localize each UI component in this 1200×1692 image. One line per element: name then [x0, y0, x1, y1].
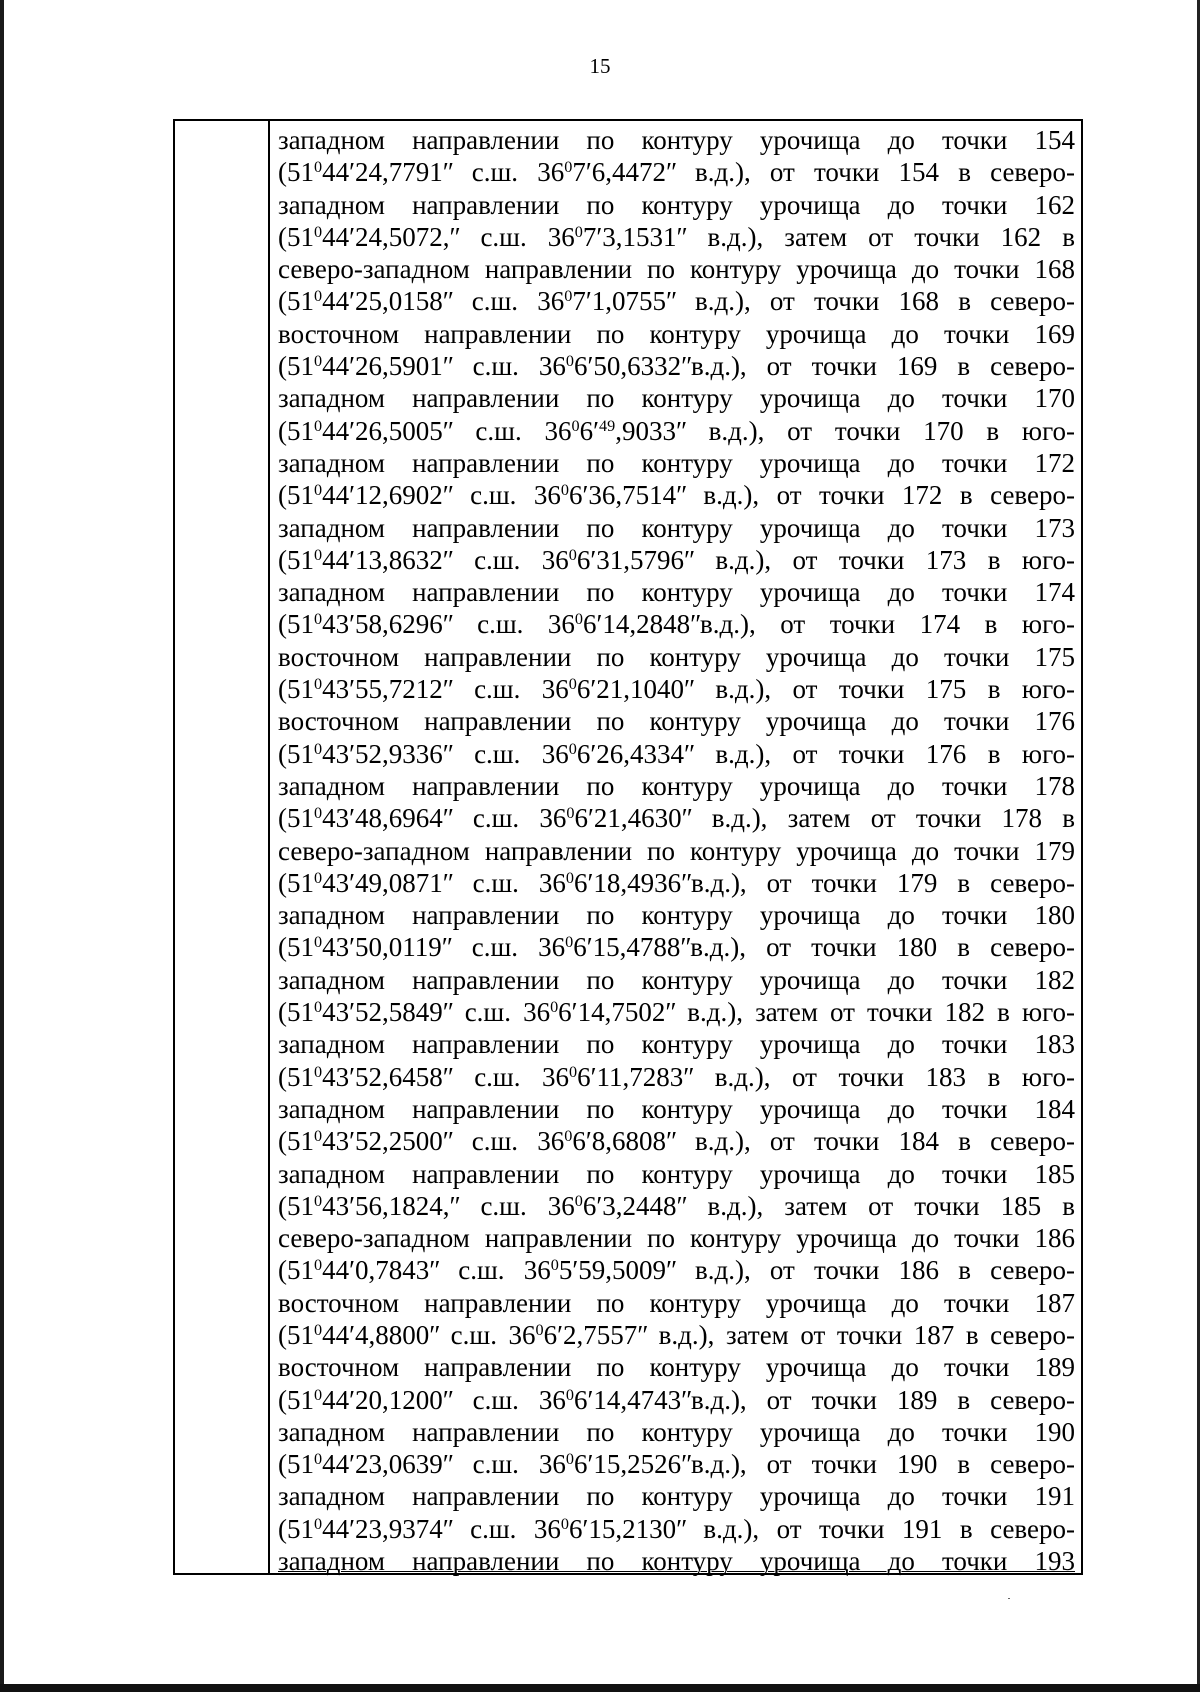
text-line: западном направлении по контуру урочища до точки 180	[278, 900, 1075, 931]
text-line: ($51^044ʹ13,8632ʺ$ с.ш. $36^06ʹ31,5796ʺ$ в.д.), от точки 173 в юго-	[278, 544, 1075, 575]
text-line: ($51^044ʹ26,5005ʺ$ с.ш. $36^06ʹ^{49},9033ʺ$ в.д.), от точки 170 в юго-	[278, 415, 1075, 446]
text-line: западном направлении по контуру урочища до точки 173	[278, 512, 1075, 543]
text-line: восточном направлении по контуру урочища до точки 187	[278, 1287, 1075, 1318]
text-line: западном направлении по контуру урочища до точки 170	[278, 383, 1075, 414]
text-line: западном направлении по контуру урочища до точки 191	[278, 1481, 1075, 1512]
text-line: ($51^044ʹ0,7843ʺ$ с.ш. $36^05ʹ59,5009ʺ$ в.д.), от точки 186 в северо-	[278, 1255, 1075, 1286]
text-line: северо-западном направлении по контуру урочища до точки 186	[278, 1223, 1075, 1254]
page-edge-bottom	[0, 1684, 1200, 1692]
text-line: ($51^043ʹ52,9336ʺ$ с.ш. $36^06ʹ26,4334ʺ$ в.д.), от точки 176 в юго-	[278, 738, 1075, 769]
text-line: ($51^043ʹ58,6296ʺ$ с.ш. $36^06ʹ14,2848ʺв.д$.), от точки 174 в юго-	[278, 609, 1075, 640]
text-line: ($51^044ʹ23,9374ʺ$ с.ш. $36^06ʹ15,2130ʺ$ в.д.), от точки 191 в северо-	[278, 1513, 1075, 1544]
text-line: ($51^043ʹ56,1824,ʺ$ с.ш. $36^06ʹ3,2448ʺ$ в.д.), затем от точки 185 в	[278, 1190, 1075, 1221]
text-line: западном направлении по контуру урочища до точки 184	[278, 1093, 1075, 1124]
text-line: ($51^044ʹ12,6902ʺ$ с.ш. $36^06ʹ36,7514ʺ$ в.д.), от точки 172 в северо-	[278, 480, 1075, 511]
text-line: восточном направлении по контуру урочища до точки 175	[278, 641, 1075, 672]
text-line: ($51^043ʹ52,2500ʺ$ с.ш. $36^06ʹ8,6808ʺ$ в.д.), от точки 184 в северо-	[278, 1126, 1075, 1157]
text-line: ($51^043ʹ49,0871ʺ$ с.ш. $36^06ʹ18,4936ʺв.д$.), от точки 179 в северо-	[278, 867, 1075, 898]
page-number: 15	[589, 54, 611, 78]
text-line: западном направлении по контуру урочища до точки 190	[278, 1416, 1075, 1447]
text-line: ($51^043ʹ55,7212ʺ$ с.ш. $36^06ʹ21,1040ʺ$ в.д.), от точки 175 в юго-	[278, 674, 1075, 705]
page-edge-left	[0, 0, 4, 1692]
table-text-cell	[278, 124, 1075, 1577]
text-line: западном направлении по контуру урочища до точки 162	[278, 189, 1075, 220]
table-left-column	[175, 121, 270, 1573]
text-line: восточном направлении по контуру урочища до точки 189	[278, 1352, 1075, 1383]
text-line: западном направлении по контуру урочища до точки 193	[278, 1546, 1075, 1577]
text-line: ($51^044ʹ24,5072,ʺ$ с.ш. $36^07ʹ3,1531ʺ$ в.д.), затем от точки 162 в	[278, 221, 1075, 252]
text-line: ($51^044ʹ25,0158ʺ$ с.ш. $36^07ʹ1,0755ʺ$ в.д.), от точки 168 в северо-	[278, 286, 1075, 317]
text-line: ($51^043ʹ48,6964ʺ$ с.ш. $36^06ʹ21,4630ʺ$ в.д.), затем от точки 178 в	[278, 803, 1075, 834]
text-line: ($51^043ʹ52,5849ʺ$ с.ш. $36^06ʹ14,7502ʺ$ в.д.), затем от точки 182 в юго-	[278, 997, 1076, 1028]
document-table	[173, 119, 1083, 1575]
text-line: западном направлении по контуру урочища до точки 154	[278, 125, 1075, 155]
text-line: восточном направлении по контуру урочища до точки 169	[278, 318, 1075, 349]
text-line: западном направлении по контуру урочища до точки 185	[278, 1158, 1075, 1189]
text-line: ($51^044ʹ26,5901ʺ$ с.ш. $36^06ʹ50,6332ʺв.д$.), от точки 169 в северо-	[278, 351, 1075, 382]
text-line: северо-западном направлении по контуру урочища до точки 168	[278, 254, 1075, 285]
text-line: ($51^044ʹ23,0639ʺ$ с.ш. $36^06ʹ15,2526ʺв.д$.), от точки 190 в северо-	[278, 1449, 1075, 1480]
text-line: западном направлении по контуру урочища до точки 182	[278, 964, 1075, 995]
text-line: ($51^043ʹ52,6458ʺ$ с.ш. $36^06ʹ11,7283ʺ$ в.д.), от точки 183 в юго-	[278, 1061, 1075, 1092]
text-line: западном направлении по контуру урочища до точки 178	[278, 770, 1075, 801]
text-line: восточном направлении по контуру урочища до точки 176	[278, 706, 1075, 737]
text-line: ($51^044ʹ4,8800ʺ$ с.ш. $36^06ʹ2,7557ʺ$ в.д.), затем от точки 187 в северо-	[278, 1319, 1075, 1350]
text-line: северо-западном направлении по контуру урочища до точки 179	[278, 835, 1075, 866]
text-line: ($51^044ʹ24,7791ʺ$ с.ш. $36^07ʹ6,4472ʺ$ в.д.), от точки 154 в северо-	[278, 157, 1075, 188]
text-line: западном направлении по контуру урочища до точки 183	[278, 1029, 1075, 1060]
text-line: ($51^044ʹ20,1200ʺ$ с.ш. $36^06ʹ14,4743ʺв.д$.), от точки 189 в северо-	[278, 1384, 1075, 1415]
text-line: ($51^043ʹ50,0119ʺ$ с.ш. $36^06ʹ15,4788ʺв.д$.), от точки 180 в северо-	[278, 932, 1075, 963]
text-line: западном направлении по контуру урочища до точки 174	[278, 577, 1075, 608]
text-line: западном направлении по контуру урочища до точки 172	[278, 447, 1075, 478]
scan-speck	[1008, 1598, 1010, 1599]
